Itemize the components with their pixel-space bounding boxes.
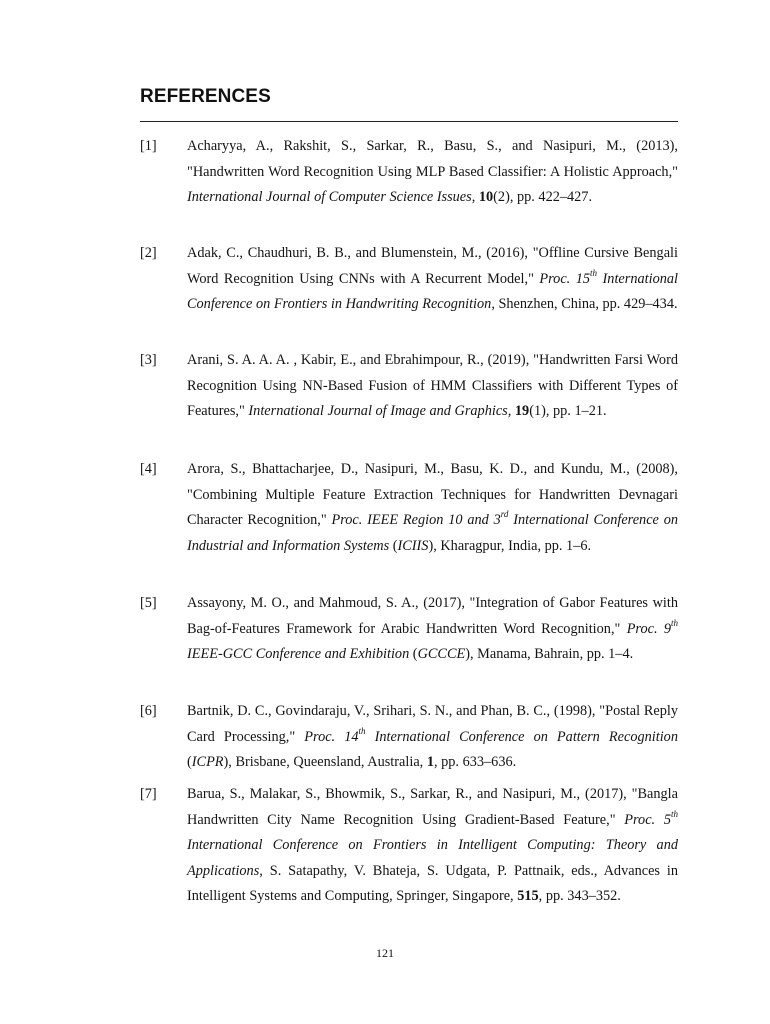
reference-abbreviation: GCCCE xyxy=(417,646,466,663)
reference-number: [4] xyxy=(140,461,157,477)
reference-text: Bartnik, D. C., Govindaraju, V., Srihari, S. N., and Phan, B. C., (1998), "Postal Reply Card Processing," Proc. 14th International Conference on Pattern Recognition (ICPR), Brisbane, Queensland, Australia, 1, pp. 633–636. xyxy=(187,703,678,771)
page-number: 121 xyxy=(376,946,394,960)
reference-volume: 515 xyxy=(517,888,539,905)
reference-entry-3 xyxy=(140,348,678,425)
reference-volume: 1 xyxy=(426,754,434,771)
reference-volume: 10 xyxy=(478,189,494,206)
reference-number: [2] xyxy=(140,245,157,261)
reference-text: Adak, C., Chaudhuri, B. B., and Blumenstein, M., (2016), "Offline Cursive Bengali Word Recognition Using CNNs with A Recurrent Model," Proc. 15th International Conference on Frontiers in Handwriting Recognition, Shenzhen, China, pp. 429–434. xyxy=(187,245,678,313)
reference-entry-7 xyxy=(140,782,678,910)
heading-rule xyxy=(140,121,678,122)
reference-venue: Proc. 9th IEEE-GCC Conference and Exhibition xyxy=(187,617,678,663)
reference-abbreviation: ICIIS xyxy=(397,537,429,554)
reference-entry-2 xyxy=(140,241,678,318)
reference-number: [6] xyxy=(140,703,157,719)
reference-venue: Proc. 15th International Conference on Frontiers in Handwriting Recognition xyxy=(187,267,678,313)
reference-venue: Proc. 14th International Conference on Pattern Recognition xyxy=(304,725,678,745)
reference-entry-4 xyxy=(140,457,678,559)
reference-number: [5] xyxy=(140,595,157,611)
reference-number: [1] xyxy=(140,138,157,154)
reference-text: Arora, S., Bhattacharjee, D., Nasipuri, M., Basu, K. D., and Kundu, M., (2008), "Combining Multiple Feature Extraction Techniques for Handwritten Devnagari Character Recognition," Proc. IEEE Region 10 and 3rd International Conference on Industrial and Information Systems (ICIIS), Kharagpur, India, pp. 1–6. xyxy=(187,461,678,554)
reference-venue: Proc. 5th International Conference on Frontiers in Intelligent Computing: Theory and Applications xyxy=(187,808,678,879)
reference-text: Arani, S. A. A. A. , Kabir, E., and Ebrahimpour, R., (2019), "Handwritten Farsi Word Recognition Using NN-Based Fusion of HMM Classifiers with Different Types of Features," International Journal of Image and Graphics, 19(1), pp. 1–21. xyxy=(187,352,678,420)
reference-number: [7] xyxy=(140,786,157,802)
reference-entry-6 xyxy=(140,699,678,776)
reference-entry-1 xyxy=(140,134,678,211)
section-heading: REFERENCES xyxy=(140,86,271,107)
reference-text: Acharyya, A., Rakshit, S., Sarkar, R., Basu, S., and Nasipuri, M., (2013), "Handwritten Word Recognition Using MLP Based Classifier: A Holistic Approach," International Journal of Computer Science Issues, 10(2), pp. 422–427. xyxy=(187,138,678,206)
reference-volume: 19 xyxy=(514,403,530,420)
reference-abbreviation: ICPR xyxy=(191,754,224,771)
reference-text: Assayony, M. O., and Mahmoud, S. A., (2017), "Integration of Gabor Features with Bag-of-Features Framework for Arabic Handwritten Word Recognition," Proc. 9th IEEE-GCC Conference and Exhibition (GCCCE), Manama, Bahrain, pp. 1–4. xyxy=(187,595,678,663)
reference-venue: Proc. IEEE Region 10 and 3rd International Conference on Industrial and Information Systems xyxy=(187,509,678,554)
reference-entry-5 xyxy=(140,591,678,668)
reference-venue: International Journal of Image and Graphics, xyxy=(248,403,512,420)
reference-number: [3] xyxy=(140,352,157,368)
reference-venue: International Journal of Computer Science Issues xyxy=(187,189,472,206)
reference-text: Barua, S., Malakar, S., Bhowmik, S., Sarkar, R., and Nasipuri, M., (2017), "Bangla Handwritten City Name Recognition Using Gradient-Based Feature," Proc. 5th International Conference on Frontiers in Intelligent Computing: Theory and Applications, S. Satapathy, V. Bhateja, S. Udgata, P. Pattnaik, eds., Advances in Intelligent Systems and Computing, Springer, Singapore, 515, pp. 343–352. xyxy=(187,786,678,905)
